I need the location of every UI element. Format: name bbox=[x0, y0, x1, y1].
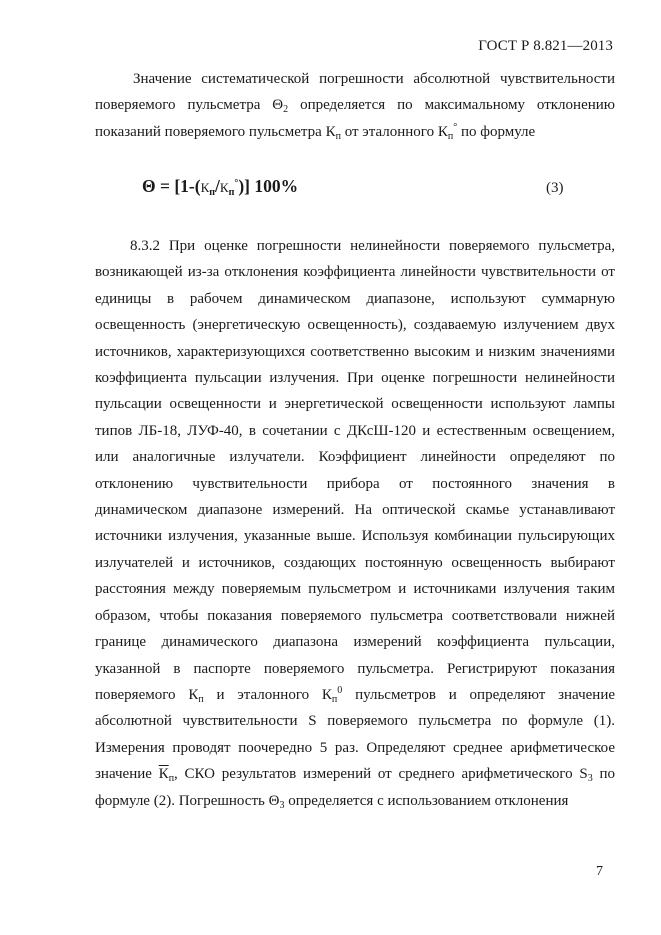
subscript: п bbox=[331, 693, 338, 705]
subscript: п bbox=[198, 693, 204, 705]
subscript: п bbox=[168, 773, 175, 785]
text-run: определяется по максимальному отклонению показаний поверяемого пульсметра К bbox=[95, 97, 615, 140]
text-run: , СКО результатов измерений от среднего арифметического S bbox=[174, 766, 588, 783]
paragraph-systematic-error bbox=[95, 66, 615, 145]
subscript: 2 bbox=[283, 104, 289, 116]
superscript: ° bbox=[453, 121, 458, 133]
paragraph-nonlinearity bbox=[95, 233, 615, 814]
text-run: от эталонного К bbox=[340, 123, 448, 140]
text-run: определяется с использованием отклонения bbox=[284, 792, 569, 809]
equation-number: (3) bbox=[546, 180, 564, 196]
formula-3 bbox=[142, 176, 298, 197]
formula-k2-sup: ° bbox=[234, 178, 239, 189]
formula-k2: К bbox=[219, 180, 229, 195]
subscript: п bbox=[447, 130, 454, 142]
formula-k2-sub: п bbox=[228, 187, 235, 198]
formula-lhs: Θ = [1-( bbox=[142, 176, 201, 196]
formula-k1: К bbox=[200, 180, 210, 195]
text-run: пульсметров и определяют значение абсолютной чувствительности S поверяемого пульсметра по формуле (1). Измерения проводят поочередно 5 раз. Определяют среднее арифметическое значение bbox=[95, 686, 615, 783]
formula-slash: / bbox=[215, 176, 220, 196]
formula-k1-sub: п bbox=[209, 187, 216, 198]
document-header: ГОСТ Р 8.821—2013 bbox=[478, 38, 613, 54]
mean-symbol: К bbox=[158, 766, 169, 783]
subscript: 3 bbox=[279, 799, 285, 811]
subscript: п bbox=[335, 130, 341, 142]
subscript: 3 bbox=[587, 773, 593, 785]
text-run: 8.3.2 При оценке погрешности нелинейности поверяемого пульсметра, возникающей из-за отклонения коэффициента линейности чувствительности от единицы в рабочем динамическом диапазоне, используют суммарную освещенность (энергетическую освещенность), создаваемую излучением двух источников, характеризующихся соответственно высоким и низким значениями коэффициента пульсации излучения. При оценке погрешности нелинейности пульсации освещенности и энергетической освещенности используют лампы типов ЛБ-18, ЛУФ-40, в сочетании с ДКсШ-120 и естественным освещением, или аналогичные излучатели. Коэффициент линейности определяют по отклонению чувствительности прибора от постоянного значения в динамическом диапазоне измерений. На оптической скамье устанавливают источники излучения, указанные выше. Используя комбинации пульсирующих излучателей и источников, создающих постоянную освещенность выбирают расстояния между поверяемым пульсметром и источниками излучения таким образом, чтобы показания поверяемого пульсметра соответствовали нижней границе динамического диапазона измерений коэффициента пульсации, указанной в паспорте поверяемого пульсметра. Регистрируют показания поверяемого К bbox=[95, 238, 615, 703]
text-run: Значение систематической погрешности абсолютной чувствительности поверяемого пульсметра Θ bbox=[95, 71, 615, 114]
formula-rhs: )] 100% bbox=[238, 176, 299, 196]
superscript: 0 bbox=[337, 684, 343, 696]
text-run: по формуле (2). Погрешность Θ bbox=[95, 766, 615, 809]
text-run: и эталонного К bbox=[203, 686, 332, 703]
text-run: по формуле bbox=[457, 123, 536, 140]
page-number: 7 bbox=[596, 864, 603, 879]
